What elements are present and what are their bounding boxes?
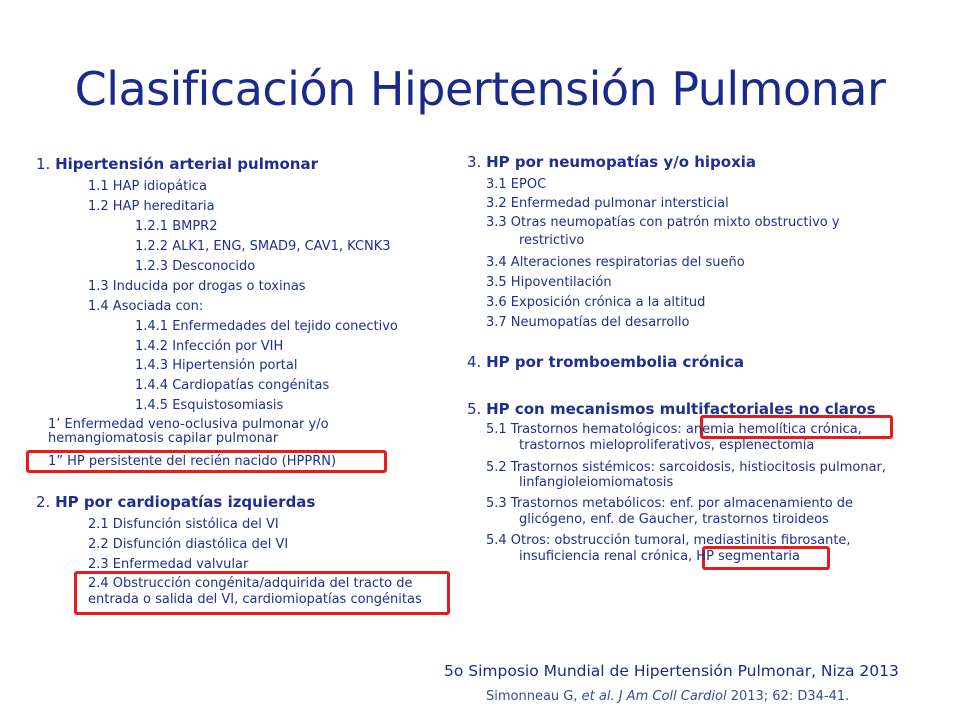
footer-authors: Simonneau G, bbox=[486, 689, 582, 704]
item-5-2-a: 5.2 Trastornos sistémicos: sarcoidosis, histiocitosis pulmonar, bbox=[486, 460, 887, 475]
item-3-2: 3.2 Enfermedad pulmonar intersticial bbox=[486, 196, 729, 211]
item-5-4-b: insuficiencia renal crónica, HP segmentaria bbox=[519, 549, 800, 564]
item-1-3: 1.3 Inducida por drogas o toxinas bbox=[88, 279, 306, 294]
item-1-2: 1.2 HAP hereditaria bbox=[88, 199, 215, 214]
item-2-3: 2.3 Enfermedad valvular bbox=[88, 557, 249, 572]
group-1-heading bbox=[36, 157, 318, 172]
item-1-4-1: 1.4.1 Enfermedades del tejido conectivo bbox=[135, 319, 398, 334]
item-1-double-prime: 1” HP persistente del recién nacido (HPPRN) bbox=[48, 454, 337, 469]
item-1-4-3: 1.4.3 Hipertensión portal bbox=[135, 358, 298, 373]
item-1-4-4: 1.4.4 Cardiopatías congénitas bbox=[135, 378, 330, 393]
item-5-3-a: 5.3 Trastornos metabólicos: enf. por almacenamiento de bbox=[486, 496, 854, 511]
item-2-2: 2.2 Disfunción diastólica del VI bbox=[88, 537, 289, 552]
item-5-3-b: glicógeno, enf. de Gaucher, trastornos tiroideos bbox=[519, 512, 829, 527]
group-5-number: 5. bbox=[467, 400, 487, 418]
footer-journal: et al. J Am Coll Cardiol bbox=[581, 689, 727, 704]
group-2-heading bbox=[36, 495, 315, 510]
group-5-title: HP con mecanismos multifactoriales no claros bbox=[486, 400, 876, 418]
item-1-2-3: 1.2.3 Desconocido bbox=[135, 259, 256, 274]
item-2-4-b: entrada o salida del VI, cardiomiopatías congénitas bbox=[88, 592, 422, 607]
item-3-5: 3.5 Hipoventilación bbox=[486, 275, 612, 290]
item-1-prime-a: 1’ Enfermedad veno-oclusiva pulmonar y/o bbox=[48, 417, 329, 432]
item-5-1-b: trastornos mieloproliferativos, esplenectomía bbox=[519, 438, 815, 453]
item-3-3-b: restrictivo bbox=[519, 233, 585, 248]
slide-title: Clasificación Hipertensión Pulmonar bbox=[74, 62, 886, 116]
group-2-title: HP por cardiopatías izquierdas bbox=[55, 493, 316, 511]
footer-citation: 5o Simposio Mundial de Hipertensión Pulmonar, Niza 2013 bbox=[444, 662, 899, 680]
item-1-2-1: 1.2.1 BMPR2 bbox=[135, 219, 218, 234]
item-1-4-2: 1.4.2 Infección por VIH bbox=[135, 339, 284, 354]
group-1-number: 1. bbox=[36, 155, 56, 173]
group-4-number: 4. bbox=[467, 353, 487, 371]
item-2-4-a: 2.4 Obstrucción congénita/adquirida del tracto de bbox=[88, 576, 413, 591]
item-1-4: 1.4 Asociada con: bbox=[88, 299, 204, 314]
group-3-number: 3. bbox=[467, 153, 487, 171]
item-1-prime-b: hemangiomatosis capilar pulmonar bbox=[48, 431, 279, 446]
item-5-4-a: 5.4 Otros: obstrucción tumoral, mediastinitis fibrosante, bbox=[486, 533, 851, 548]
item-3-4: 3.4 Alteraciones respiratorias del sueño bbox=[486, 255, 745, 270]
footer-reference bbox=[486, 689, 849, 704]
item-1-4-5: 1.4.5 Esquistosomiasis bbox=[135, 398, 284, 413]
group-3-title: HP por neumopatías y/o hipoxia bbox=[486, 153, 757, 171]
group-2-number: 2. bbox=[36, 493, 56, 511]
item-3-3-a: 3.3 Otras neumopatías con patrón mixto obstructivo y bbox=[486, 215, 840, 230]
group-1-title: Hipertensión arterial pulmonar bbox=[55, 155, 318, 173]
item-1-1: 1.1 HAP idiopática bbox=[88, 179, 207, 194]
item-1-2-2: 1.2.2 ALK1, ENG, SMAD9, CAV1, KCNK3 bbox=[135, 239, 391, 254]
footer-volume: 2013; 62: D34-41. bbox=[726, 689, 850, 704]
item-5-2-b: linfangioleiomiomatosis bbox=[519, 475, 674, 490]
group-3-heading bbox=[467, 155, 756, 170]
item-5-1-a: 5.1 Trastornos hematológicos: anemia hemolítica crónica, bbox=[486, 422, 862, 437]
item-3-7: 3.7 Neumopatías del desarrollo bbox=[486, 315, 690, 330]
item-2-1: 2.1 Disfunción sistólica del VI bbox=[88, 517, 279, 532]
item-3-1: 3.1 EPOC bbox=[486, 177, 547, 192]
group-4-title: HP por tromboembolia crónica bbox=[486, 353, 744, 371]
group-4-heading bbox=[467, 355, 744, 370]
item-3-6: 3.6 Exposición crónica a la altitud bbox=[486, 295, 706, 310]
